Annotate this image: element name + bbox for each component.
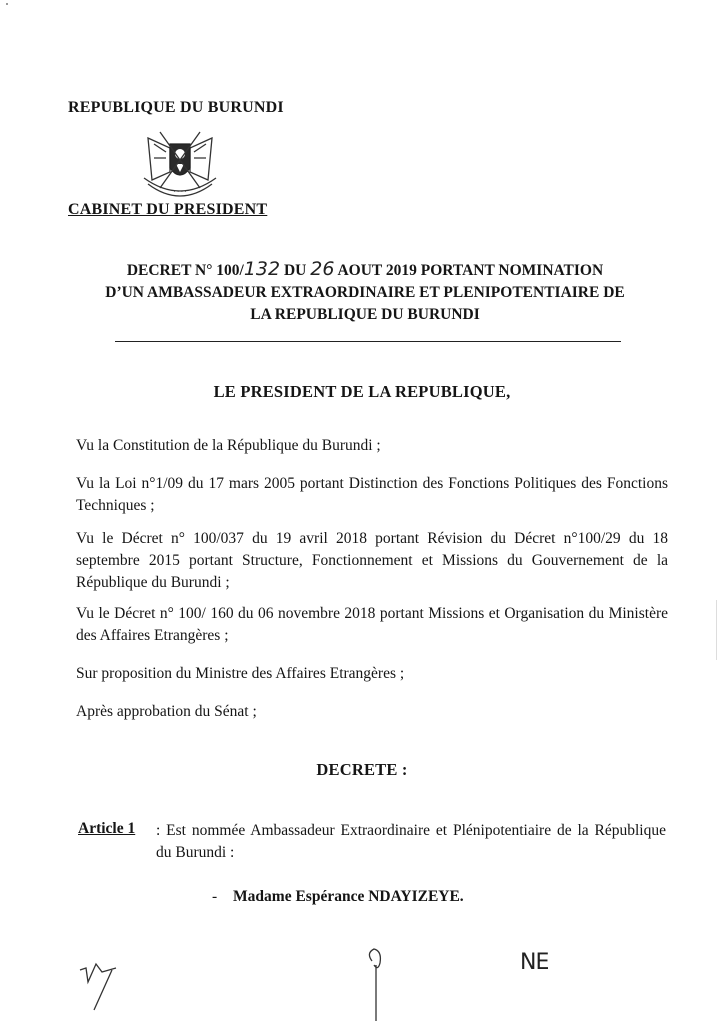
consideration-2: Vu la Loi n°1/09 du 17 mars 2005 portant Distinction des Fonctions Politiques des Fonctions Techniques ;	[76, 475, 668, 514]
svg-text:· · · ·: · · · ·	[173, 189, 187, 196]
consideration-5: Sur proposition du Ministre des Affaires Etrangères ;	[76, 665, 405, 682]
article-1-label: Article 1	[78, 820, 136, 837]
decree-title-line2: D’UN AMBASSADEUR EXTRAORDINAIRE ET PLENIPOTENTIAIRE DE	[105, 284, 625, 301]
article-1-text: : Est nommée Ambassadeur Extraordinaire et Plénipotentiaire de la République du Burundi :	[156, 822, 666, 861]
decree-title-rest: AOUT 2019 PORTANT NOMINATION	[337, 262, 604, 279]
nominee-dash: -	[212, 888, 218, 905]
consideration-3: Vu le Décret n° 100/037 du 19 avril 2018 portant Révision du Décret n°100/29 du 18 septembre 2015 portant Structure, Fonctionnement et Missions du Gouvernement de la République du Burundi ;	[76, 530, 668, 591]
decree-title-line3: LA REPUBLIQUE DU BURUNDI	[250, 306, 480, 323]
consideration-1: Vu la Constitution de la République du Burundi ;	[76, 437, 381, 454]
nominee-name: Madame Espérance NDAYIZEYE.	[233, 888, 464, 905]
initials-left-icon	[76, 960, 126, 1016]
decree-title-line1	[60, 258, 670, 282]
initials-right: NE	[520, 950, 549, 975]
consideration-4: Vu le Décret n° 100/ 160 du 06 novembre 2018 portant Missions et Organisation du Ministère des Affaires Etrangères ;	[76, 605, 668, 644]
president-heading: LE PRESIDENT DE LA REPUBLIQUE,	[213, 382, 511, 401]
scan-edge	[716, 600, 717, 660]
decree-day-handwritten: 26	[310, 258, 335, 280]
republic-heading: REPUBLIQUE DU BURUNDI	[68, 99, 284, 116]
decree-title	[60, 258, 670, 326]
decree-prefix: DECRET N° 100/	[126, 262, 244, 279]
decree-du: DU	[283, 262, 307, 279]
nominee-line	[212, 888, 464, 906]
decree-number-handwritten: 132	[243, 258, 281, 280]
cabinet-heading: CABINET DU PRESIDENT	[68, 201, 268, 218]
title-separator	[115, 341, 621, 342]
coat-of-arms-icon	[130, 128, 230, 202]
scan-mark	[6, 3, 8, 5]
decrete-heading: DECRETE :	[316, 760, 408, 779]
initials-center-icon	[360, 945, 394, 1024]
consideration-6: Après approbation du Sénat ;	[76, 703, 257, 720]
